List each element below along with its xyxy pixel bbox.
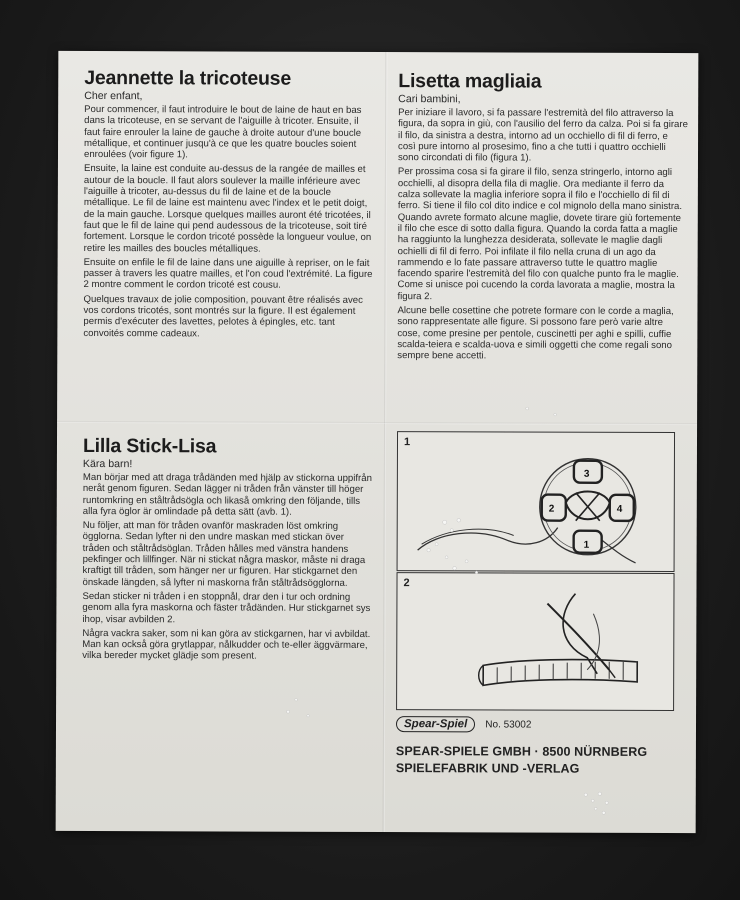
instruction-sheet (56, 51, 699, 833)
swedish-paragraph-2: Nu följer, att man för tråden ovanför maskraden löst omkring ögglorna. Sedan lyfter ni den undre maskan med stickan över tråden och ståltrådsöglan. Tråden hålles med vänstra handens pekfinger och lillfinger. När ni stickat några maskor, måste ni draga kraftigt till tråden, som hänger ner ur figuren. Har stickgarnet den önskade längden, så lyfter ni maskorna från ståltrådsögglorna. (82, 520, 366, 589)
figure-2-number: 2 (403, 577, 410, 590)
loop-number-2: 2 (548, 503, 555, 515)
french-salutation: Cher enfant, (84, 89, 143, 103)
company-description: SPIELEFABRIK UND -VERLAG (395, 761, 580, 776)
swedish-paragraph-3: Sedan sticker ni tråden i en stoppnål, drar den i tur och ordning genom alla fyra maskorna och fäster trådänden. Hur stickgarnet sys ihop, visar avbilden 2. (82, 590, 371, 625)
company-name: SPEAR-SPIELE GMBH · 8500 NÜRNBERG (395, 744, 648, 759)
italian-paragraph-1: Per iniziare il lavoro, si fa passare l'estremità del filo attraverso la figura, da sopra in giù, con l'ausilio del ferro da calza. Poi si fa girare il filo, da sinistra a destra, intorno ad un occhiello di fil di ferro, e così pure intorno al prosesimo, fino a che tutti i quattro occhielli sono circondati di filo (figura 1). (397, 107, 688, 164)
french-title: Jeannette la tricoteuse (84, 66, 292, 90)
italian-salutation: Cari bambini, (398, 93, 461, 106)
swedish-paragraph-4: Några vackra saker, som ni kan göra av stickgarnen, har vi avbildat. Man kan också göra grytlappar, nålkudder och te-eller äggvärmare, vilka bereder mycket glädje som present. (82, 627, 371, 663)
loop-number-3: 3 (583, 468, 590, 480)
italian-paragraph-2: Per prossima cosa si fa girare il filo, senza stringerlo, intorno agli occhielli, al disopra della fila di maglie. Ora mediante il ferro da calza sollevate la maglia inferiore sopra il filo e l'occhiello di fil di ferro. Si tiene il filo col dito indice e col mignolo della mano sinistra. Quando avrete formato alcune maglie, dovete tirare giù fortemente il filo che esce di sotto dalla figura. Quando la corda fatta a maglie ha raggiunto la lunghezza desiderata, sollevate le maglie dagli ochielli di fil di ferro. Poi infilate il filo nella cruna di un ago da rammendo e lo fate passare attraverso tutte le quattro maglie facendo sparire l'estremità del filo con qualche punto fra le maglie. Come si unisce poi cucendo la corda lavorata a maglie, mostra la figura 2. (397, 166, 683, 302)
swedish-paragraph-1: Man börjar med att draga trådänden med hjälp av stickorna uppifrån neråt genom figuren. Sedan lägger ni tråden från vänster till höger runtomkring en ståltrådsögla och likaså omkring den följande, tills alla fyra öglor är omlindade på detta sätt (avb. 1). (82, 471, 372, 518)
french-paragraph-1: Pour commencer, il faut introduire le bout de laine de haut en bas dans la tricoteuse, en se servant de l'aiguille à tricoter. Ensuite, il faut faire enrouler la laine de gauche à droite autour d'une boucle métallique, et continuer jusqu'à ce que les quatre boucles soient enroulées (voir figure 1). (83, 103, 362, 161)
swedish-title: Lilla Stick-Lisa (82, 434, 217, 458)
italian-paragraph-3: Alcune belle cosettine che potrete formare con le corde a maglia, sono rappresentate alle figure. Si possono fare però varie altre cose, come presine per pentole, cuscinetti per aghi e spilli, cuffie scalda-teiera e scalda-uova e simili oggetti che come regali sono sempre bene accetti. (397, 305, 674, 362)
loop-number-4: 4 (616, 503, 623, 515)
swedish-salutation: Kära barn! (82, 457, 133, 471)
french-paragraph-2: Ensuite, la laine est conduite au-dessus de la rangée de mailles et autour de la boucle. Il faut alors soulever la maille inférieure avec l'aiguille à tricoter, au-dessus du fil de laine et de la boucle métallique. Le fil de laine est maintenu avec l'index et le petit doigt, de la main gauche. Lorsque quelques mailles auront été tricotées, il faut que le fil de laine qui pend audessous de la tricoteuse, soit tiré fortement. Lorsque le cordon tricoté possède la longueur voulue, on retire les mailles des boucles métalliques. (83, 163, 372, 255)
paper-wear-marks (56, 51, 699, 833)
spear-spiel-logo: Spear-Spiel (396, 716, 475, 732)
figure-1-number: 1 (403, 436, 411, 449)
french-paragraph-3: Ensuite on enfile le fil de laine dans une aiguille à repriser, on le fait passer à travers les quatre mailles, et l'on coud l'extrémité. La figure 2 montre comment le cordon tricoté est cousu. (83, 256, 373, 292)
item-number: No. 53002 (485, 718, 532, 731)
french-paragraph-4: Quelques travaux de jolie composition, pouvant être réalisés avec vos cordons tricotés, sont montrés sur la figure. Il est également permis d'exécuter des lavettes, pelotes à épingles, etc. tant convoités comme cadeaux. (83, 293, 363, 340)
loop-number-1: 1 (583, 539, 590, 551)
italian-title: Lisetta magliaia (398, 70, 542, 93)
